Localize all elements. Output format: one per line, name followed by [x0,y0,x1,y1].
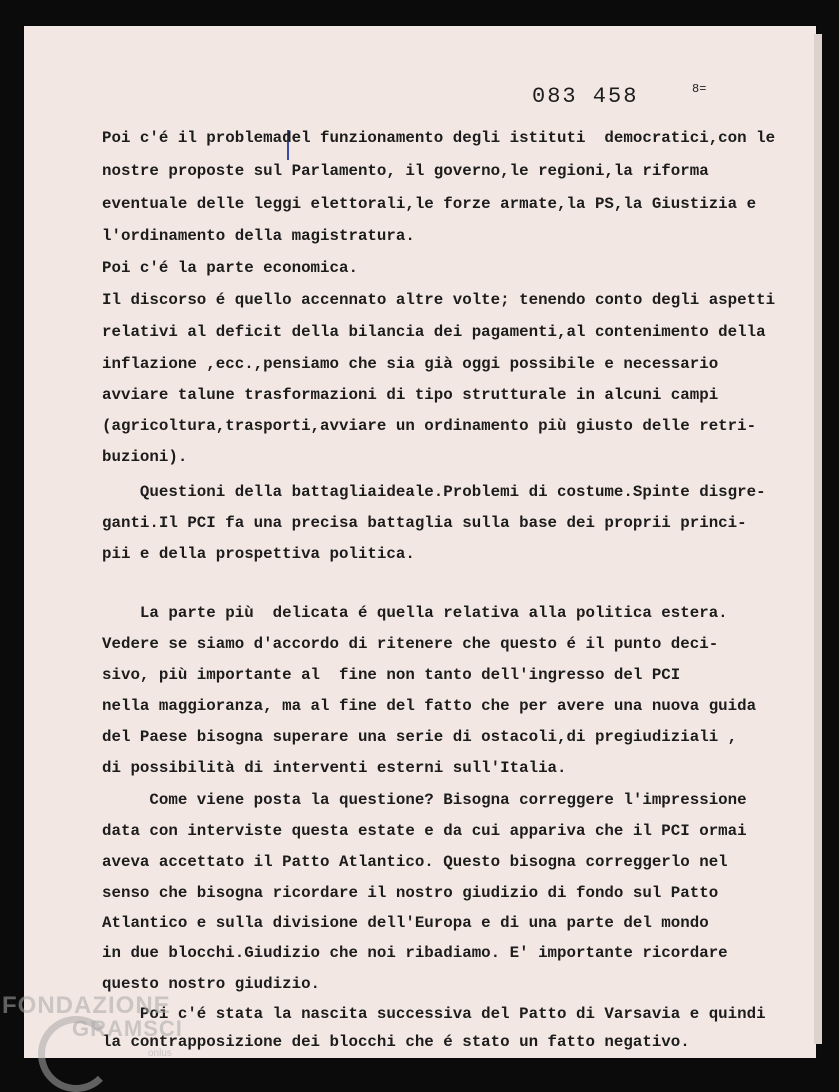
text-line: nella maggioranza, ma al fine del fatto che per avere una nuova guida [102,697,757,715]
document-page [24,26,816,1058]
watermark-line3: onlus [148,1048,172,1059]
text-line: del Paese bisogna superare una serie di ostacoli,di pregiudiziali , [102,728,738,746]
text-line: pii e della prospettiva politica. [102,545,415,563]
text-line: questo nostro giudizio. [102,975,321,993]
text-line: Vedere se siamo d'accordo di ritenere che questo é il punto deci- [102,635,719,653]
text-line: aveva accettato il Patto Atlantico. Questo bisogna correggerlo nel [102,853,728,871]
text-line: inflazione ,ecc.,pensiamo che sia già oggi possibile e necessario [102,355,719,373]
text-line: nostre proposte sul Parlamento, il governo,le regioni,la riforma [102,162,709,180]
text-line: di possibilità di interventi esterni sull'Italia. [102,759,567,777]
text-line: Come viene posta la questione? Bisogna correggere l'impressione [102,791,747,809]
document-number: 083 458 [532,84,639,109]
text-line: eventuale delle leggi elettorali,le forze armate,la PS,la Giustizia e [102,195,757,213]
page-marker: 8= [692,82,707,96]
text-line: Poi c'é la parte economica. [102,259,358,277]
text-line: senso che bisogna ricordare il nostro giudizio di fondo sul Patto [102,884,719,902]
text-line: ganti.Il PCI fa una precisa battaglia sulla base dei proprii princi- [102,514,747,532]
text-line: avviare talune trasformazioni di tipo strutturale in alcuni campi [102,386,719,404]
text-line: Poi c'é stata la nascita successiva del Patto di Varsavia e quindi [102,1005,766,1023]
text-line: Questioni della battagliaideale.Problemi di costume.Spinte disgre- [102,483,766,501]
text-line: Il discorso é quello accennato altre volte; tenendo conto degli aspetti [102,291,776,309]
text-line: (agricoltura,trasporti,avviare un ordinamento più giusto delle retri- [102,417,757,435]
text-line: data con interviste questa estate e da cui appariva che il PCI ormai [102,822,747,840]
text-line: relativi al deficit della bilancia dei pagamenti,al contenimento della [102,323,766,341]
page-edge [814,34,822,1044]
text-line: in due blocchi.Giudizio che noi ribadiamo. E' importante ricordare [102,944,728,962]
text-line: sivo, più importante al fine non tanto dell'ingresso del PCI [102,666,681,684]
text-line: La parte più delicata é quella relativa alla politica estera. [102,604,728,622]
text-line: Poi c'é il problemadel funzionamento degli istituti democratici,con le [102,129,776,147]
text-line: Atlantico e sulla divisione dell'Europa e di una parte del mondo [102,914,709,932]
text-line: la contrapposizione dei blocchi che é stato un fatto negativo. [102,1033,690,1051]
watermark-line1: FONDAZIONE [2,992,171,1019]
text-line: l'ordinamento della magistratura. [102,227,415,245]
watermark-line2: GRAMSCI [72,1016,183,1041]
text-line: buzioni). [102,448,188,466]
